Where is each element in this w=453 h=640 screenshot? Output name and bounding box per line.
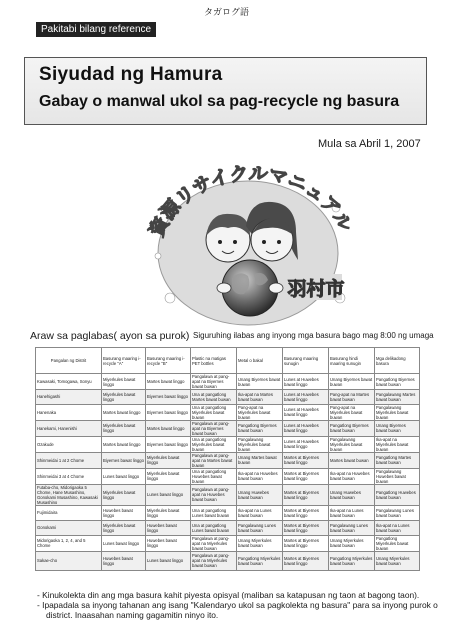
schedule-cell: Biyernes bawat linggo <box>146 404 191 420</box>
schedule-cell: Pangatlong Biyernes bawat buwan <box>375 374 420 390</box>
schedule-cell: Una at pangatlong Lunes bawat buwan <box>191 520 237 535</box>
district-name-cell: Shinmeidai 3 at 4 Chome <box>36 468 102 484</box>
district-name-cell: Midorigaoka 1, 2, 4, and 5 Chome <box>36 535 102 551</box>
schedule-cell: Pangatlong Miyerkules bawat buwan <box>375 535 420 551</box>
table-header-row <box>36 348 420 374</box>
schedule-cell: Lunes at Huwebes bawat linggo <box>283 374 329 390</box>
schedule-cell: Martes at Biyernes bawat linggo <box>283 505 329 520</box>
schedule-cell: Martes at Biyernes bawat linggo <box>283 452 329 468</box>
schedule-cell: Miyerkules bawat linggo <box>102 374 146 390</box>
table-header-cell: Mga delikadong basura <box>375 348 420 374</box>
schedule-cell: Unang Biyernes bawat buwan <box>237 374 283 390</box>
table-row <box>36 468 420 484</box>
district-name-cell: Ozakude <box>36 436 102 452</box>
table-row <box>36 374 420 390</box>
district-name-cell: Sakae-cho <box>36 551 102 570</box>
schedule-cell: Pangalawa at pang-apat na Biyernes bawat buwan <box>191 420 237 436</box>
schedule-cell: Unang Biyernes bawat buwan <box>329 374 375 390</box>
schedule-cell: Pangatlong Miyerkules bawat buwan <box>329 551 375 570</box>
district-name-cell: Hanehigashi <box>36 390 102 405</box>
page-title: Siyudad ng Hamura <box>39 64 223 85</box>
schedule-cell: Pangalawa at pang-apat na Huwebes bawat buwan <box>191 484 237 505</box>
schedule-cell: Pangalawa at pang-apat na Miyerkules bawat buwan <box>191 551 237 570</box>
district-name-cell: Futaba-cho, Midorigaoka 5 Chome, Hane Musashino, Gonokami Musashino, Kawasaki Musashino <box>36 484 102 505</box>
schedule-cell: Martes at Biyernes bawat linggo <box>283 551 329 570</box>
schedule-cell: Lunes bawat linggo <box>146 551 191 570</box>
title-box <box>24 57 427 125</box>
schedule-cell: Lunes bawat linggo <box>146 484 191 505</box>
table-header-cell: Basurang hindi maaring sunugin <box>329 348 375 374</box>
schedule-cell: Pang-apat na Miyerkules bawat buwan <box>237 404 283 420</box>
language-label: タガログ語 <box>203 7 249 17</box>
district-name-cell: Shinmeidai 1 at 2 Chome <box>36 452 102 468</box>
schedule-cell: Ika-apat na Huwebes bawat buwan <box>237 468 283 484</box>
schedule-cell: Pangalawang Lunes bawat buwan <box>375 505 420 520</box>
schedule-cell: Unang Biyernes bawat buwan <box>375 420 420 436</box>
table-row <box>36 551 420 570</box>
arch-title-text: 資源リサイクルマニュアル <box>145 162 357 241</box>
schedule-cell: Pangalawang Lunes bawat buwan <box>237 520 283 535</box>
schedule-cell: Pang-apat na Miyerkules bawat buwan <box>329 404 375 420</box>
effective-date: Mula sa Abril 1, 2007 <box>318 138 421 150</box>
schedule-cell: Unang Miyerkules bawat buwan <box>237 535 283 551</box>
schedule-cell: Biyernes bawat linggo <box>102 452 146 468</box>
boy-figure <box>206 214 250 262</box>
schedule-cell: Miyerkules bawat linggo <box>102 484 146 505</box>
schedule-cell: Unang Huwebes bawat buwan <box>237 484 283 505</box>
district-name-cell: Fujimidaira <box>36 505 102 520</box>
district-name-cell: Gonokami <box>36 520 102 535</box>
schedule-cell: Lunes bawat linggo <box>102 535 146 551</box>
schedule-cell: Pangalawang Huwebes bawat buwan <box>375 468 420 484</box>
schedule-cell: Ika-apat na Huwebes bawat buwan <box>329 468 375 484</box>
schedule-cell: Ika-apat na Lunes bawat buwan <box>375 520 420 535</box>
schedule-cell: Ika-apat na Lunes bawat buwan <box>329 505 375 520</box>
schedule-cell: Pangatlong Biyernes bawat buwan <box>237 420 283 436</box>
schedule-cell: Huwebes bawat linggo <box>146 520 191 535</box>
page-subtitle: Gabay o manwal ukol sa pag-recycle ng basura <box>39 93 400 110</box>
schedule-cell: Una at pangatlong Martes bawat buwan <box>191 390 237 405</box>
schedule-cell: Una at pangatlong Lunes bawat buwan <box>191 505 237 520</box>
schedule-cell: Ika-apat na Miyerkules bawat buwan <box>375 436 420 452</box>
district-name-cell: Hanenaka <box>36 404 102 420</box>
schedule-cell: Pangalawang Lunes bawat buwan <box>329 520 375 535</box>
schedule-cell: Pangatlong Huwebes bawat buwan <box>375 484 420 505</box>
schedule-note: Siguruhing ilabas ang inyong mga basura bago mag 8:00 ng umaga <box>193 331 434 340</box>
table-header-cell: Pangalan ng Distrit <box>36 348 102 374</box>
reference-tag: Pakitabi bilang reference <box>36 22 156 37</box>
schedule-cell: Pangalawa at pang-apat na Miyerkules bawat buwan <box>191 535 237 551</box>
schedule-cell: Biyernes bawat linggo <box>146 436 191 452</box>
schedule-cell: Unang Miyerkules bawat buwan <box>375 551 420 570</box>
table-header-cell: Basurang maaring sunugin <box>283 348 329 374</box>
schedule-cell: Pangalawang Miyerkules bawat buwan <box>237 436 283 452</box>
schedule-cell: Pang-apat na Martes bawat buwan <box>329 390 375 405</box>
schedule-cell: Una at pangatlong Miyerkules bawat buwan <box>191 436 237 452</box>
district-name-cell: Hanekami, Hanenishi <box>36 420 102 436</box>
schedule-cell: Lunes at Huwebes bawat linggo <box>283 390 329 405</box>
schedule-cell: Unang Miyerkules bawat buwan <box>329 535 375 551</box>
note-holidays: - Kinukolekta din ang mga basura kahit piyesta opisyal (maliban sa katapusan ng taon at bagong taon). <box>37 590 420 600</box>
footer-notes <box>37 590 442 620</box>
schedule-cell: Huwebes bawat linggo <box>102 551 146 570</box>
schedule-cell: Miyerkules bawat linggo <box>146 505 191 520</box>
schedule-cell: Pangatlong Martes bawat buwan <box>375 452 420 468</box>
schedule-cell: Miyerkules bawat linggo <box>146 452 191 468</box>
schedule-cell: Unang Martes bawat buwan <box>237 452 283 468</box>
schedule-cell: Martes at Biyernes bawat linggo <box>283 520 329 535</box>
schedule-cell: Huwebes bawat linggo <box>102 505 146 520</box>
schedule-cell: Miyerkules bawat linggo <box>102 390 146 405</box>
schedule-cell: Pangalawang Miyerkules bawat buwan <box>329 436 375 452</box>
table-header-cell: Basurang maaring i-recycle "A" <box>102 348 146 374</box>
schedule-cell: Una at pangatlong Huwebes bawat buwan <box>191 468 237 484</box>
table-row <box>36 404 420 420</box>
schedule-cell: Martes bawat linggo <box>102 404 146 420</box>
recycle-illustration <box>140 148 362 328</box>
schedule-cell: Pangalawang Miyerkules bawat buwan <box>375 404 420 420</box>
schedule-cell: Martes at Biyernes bawat linggo <box>283 468 329 484</box>
table-header-cell: Basurang maaring i-recycle "B" <box>146 348 191 374</box>
table-row <box>36 484 420 505</box>
schedule-cell: Una at pangatlong Miyerkules bawat buwan <box>191 404 237 420</box>
schedule-cell: Miyerkules bawat linggo <box>146 468 191 484</box>
table-row <box>36 520 420 535</box>
schedule-cell: Pangalawa at pang-apat na Biyernes bawat buwan <box>191 374 237 390</box>
note-calendar: - Ipapadala sa inyong tahanan ang isang "Kalendaryo ukol sa pagkolekta ng basura" para sa inyong purok o district. Inaasahan naming gagamitin ninyo ito. <box>37 600 438 620</box>
schedule-cell: Lunes at Huwebes bawat linggo <box>283 420 329 436</box>
district-name-cell: Kawasaki, Tomogawa, Sonyu <box>36 374 102 390</box>
table-row <box>36 390 420 405</box>
schedule-cell: Pangalawang Martes bawat buwan <box>375 390 420 405</box>
schedule-cell: Pangatlong Biyernes bawat buwan <box>329 420 375 436</box>
table-row <box>36 436 420 452</box>
table-header-cell: Metal o bakal <box>237 348 283 374</box>
schedule-cell: Pangatlong Miyerkules bawat buwan <box>237 551 283 570</box>
collection-schedule-table <box>35 347 420 571</box>
schedule-cell: Miyerkules bawat linggo <box>102 520 146 535</box>
schedule-cell: Miyerkules bawat linggo <box>102 420 146 436</box>
table-row <box>36 452 420 468</box>
table-row <box>36 505 420 520</box>
schedule-cell: Martes bawat buwan <box>329 452 375 468</box>
schedule-cell: Martes bawat linggo <box>146 374 191 390</box>
city-logo-text: 羽村市 <box>287 278 345 300</box>
schedule-cell: Martes at Biyernes bawat linggo <box>283 535 329 551</box>
schedule-label: Araw sa paglabas( ayon sa purok) <box>30 330 190 342</box>
schedule-cell: Lunes at Huwebes bawat linggo <box>283 436 329 452</box>
table-row <box>36 535 420 551</box>
schedule-cell: Martes at Biyernes bawat linggo <box>283 484 329 505</box>
schedule-cell: Biyernes bawat linggo <box>146 390 191 405</box>
schedule-cell: Huwebes bawat linggo <box>146 535 191 551</box>
schedule-cell: Lunes bawat linggo <box>102 468 146 484</box>
schedule-cell: Ika-apat na Martes bawat buwan <box>237 390 283 405</box>
schedule-cell: Lunes at Huwebes bawat linggo <box>283 404 329 420</box>
table-row <box>36 420 420 436</box>
table-header-cell: Plastic na matigas PET bottles <box>191 348 237 374</box>
schedule-cell: Ika-apat na Lunes bawat buwan <box>237 505 283 520</box>
schedule-cell: Pangalawa at pang-apat na Martes bawat buwan <box>191 452 237 468</box>
schedule-cell: Unang Huwebes bawat buwan <box>329 484 375 505</box>
schedule-cell: Martes bawat linggo <box>146 420 191 436</box>
schedule-cell: Martes bawat linggo <box>102 436 146 452</box>
